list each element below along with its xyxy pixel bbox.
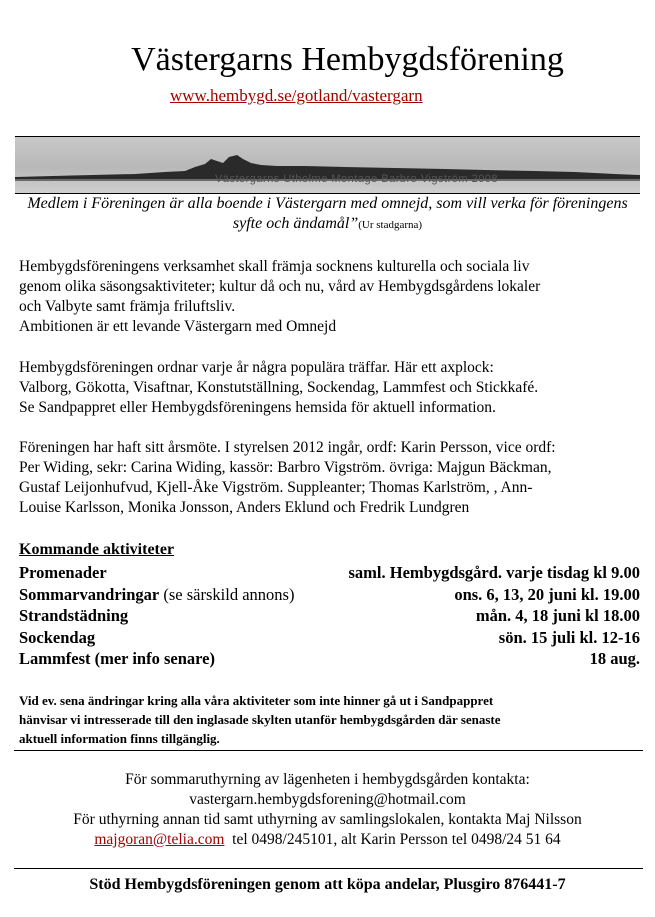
statute-quote [15, 194, 640, 235]
paragraph-line: Se Sandpappret eller Hembygdsföreningens hemsida för aktuell information. [19, 399, 496, 416]
activities-heading: Kommande aktiviteter [19, 541, 175, 558]
activity-row [19, 585, 640, 607]
quote-source: (Ur stadgarna) [358, 219, 423, 231]
email-link[interactable]: majgoran@telia.com [94, 831, 225, 848]
support-footer: Stöd Hembygdsföreningen genom att köpa andelar, Plusgiro 876441-7 [89, 876, 566, 893]
banner-caption: Västergarns Utholme Montage Barbro Vigström 2008 [215, 173, 499, 185]
contact-email: vastergarn.hembygdsforening@hotmail.com [189, 791, 466, 808]
activity-row [19, 606, 640, 628]
divider [14, 750, 643, 751]
paragraph-board [19, 438, 644, 518]
paragraph-line: Hembygdsföreningen ordnar varje år några populära träffar. Här ett axplock: [19, 359, 494, 376]
paragraph-line: Valborg, Gökotta, Visaftnar, Konstutställning, Sockendag, Lammfest och Stickkafé. [19, 379, 539, 396]
changes-notice [19, 691, 639, 748]
paragraph-line: Per Widing, sekr: Carina Widing, kassör: Barbro Vigström. övriga: Majgun Bäckman, [19, 459, 552, 476]
page-title: Västergarns Hembygdsförening [131, 41, 564, 78]
paragraph-line: och Valbyte samt främja friluftsliv. [19, 298, 236, 315]
paragraph-line: Louise Karlsson, Monika Jonsson, Anders Eklund och Fredrik Lundgren [19, 499, 470, 516]
activity-when: mån. 4, 18 juni kl 18.00 [475, 606, 640, 625]
activity-name: Promenader [19, 563, 107, 582]
activity-row [19, 649, 640, 671]
paragraph-line: Gustaf Leijonhufvud, Kjell-Åke Vigström. Suppleanter; Thomas Karlström, , Ann- [19, 479, 533, 496]
activity-when: ons. 6, 13, 20 juni kl. 19.00 [454, 584, 640, 604]
activity-row [19, 628, 640, 650]
quote-text: Medlem i Föreningen är alla boende i Västergarn med omnejd, som vill verka för föreningens syfte och ändamål” [27, 195, 628, 232]
activity-name: Sommarvandringar (se särskild annons) [19, 584, 295, 604]
notice-line: hänvisar vi intresserade till den inglasade skylten utanför hembygdsgården där senaste [19, 712, 501, 727]
activity-row [19, 563, 640, 585]
rental-contact [0, 770, 655, 850]
contact-line [0, 830, 655, 850]
notice-line: aktuell information finns tillgänglig. [19, 731, 220, 746]
activity-when: sön. 15 juli kl. 12-16 [498, 627, 640, 647]
paragraph-events [19, 358, 644, 418]
activity-when: 18 aug. [589, 649, 640, 668]
activity-name: Lammfest (mer info senare) [19, 649, 215, 668]
notice-line: Vid ev. sena ändringar kring alla våra aktiviteter som inte hinner gå ut i Sandpappret [19, 693, 494, 708]
activity-when: saml. Hembygdsgård. varje tisdag kl 9.00 [348, 563, 640, 582]
activity-name: Strandstädning [19, 606, 129, 625]
paragraph-purpose [19, 257, 644, 337]
banner-image [15, 136, 640, 194]
paragraph-line: Hembygdsföreningens verksamhet skall främja socknens kulturella och sociala liv [19, 258, 530, 275]
contact-line: För uthyrning annan tid samt uthyrning av samlingslokalen, kontakta Maj Nilsson [73, 811, 582, 828]
website-link[interactable]: www.hembygd.se/gotland/vastergarn [170, 86, 423, 105]
phone-numbers: tel 0498/245101, alt Karin Persson tel 0498/24 51 64 [232, 831, 561, 848]
paragraph-line: Föreningen har haft sitt årsmöte. I styrelsen 2012 ingår, ordf: Karin Persson, vice ordf: [19, 439, 556, 456]
activity-name: Sockendag [19, 627, 96, 647]
contact-line: För sommaruthyrning av lägenheten i hembygdsgården kontakta: [125, 771, 530, 788]
activities-list [19, 563, 640, 671]
paragraph-line: Ambitionen är ett levande Västergarn med Omnejd [19, 318, 337, 335]
paragraph-line: genom olika säsongsaktiviteter; kultur då och nu, vård av Hembygdsgårdens lokaler [19, 278, 541, 295]
divider [14, 868, 643, 869]
